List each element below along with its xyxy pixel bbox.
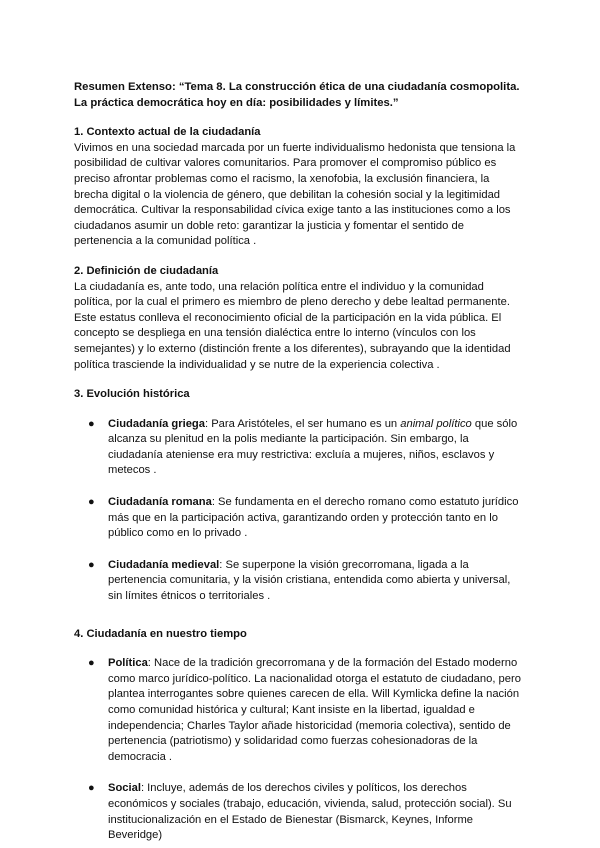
section-context (74, 125, 524, 250)
bullet-icon: ● (88, 782, 95, 795)
list-item (74, 417, 524, 479)
bullet-list (74, 656, 524, 844)
section-heading: 2. Definición de ciudadanía (74, 264, 219, 277)
bullet-text: : Se fundamenta en el derecho romano como estatuto jurídico más que en la participación activa, garantizando orden y protección tanto en lo público como en lo privado . (108, 496, 519, 540)
list-item (74, 495, 524, 542)
bullet-text: : Incluye, además de los derechos civiles y políticos, los derechos económicos y sociales (trabajo, educación, vivienda, salud, protección social). Su institucionalización en el Estado de Bienestar (Bismarck, Keynes, Informe Beveridge) (108, 782, 512, 842)
section-heading: 1. Contexto actual de la ciudadanía (74, 126, 261, 139)
bullet-list (74, 417, 524, 605)
list-item (74, 656, 524, 765)
bullet-term: Política (108, 657, 148, 670)
bullet-term: Ciudadanía medieval (108, 558, 220, 571)
list-item (74, 558, 524, 605)
bullet-icon: ● (88, 496, 95, 509)
section-paragraph: La ciudadanía es, ante todo, una relación política entre el individuo y la comunidad política, por la cual el primero es miembro de pleno derecho y debe lealtad permanente. Este estatus conlleva el reconocimiento oficial de la participación en la vida pública. El concepto se despliega en una tensión dialéctica entre lo interno (vínculos con los semejantes) y lo externo (distinción frente a los diferentes), subrayando que la identidad política trasciende la individualidad y se nutre de la experiencia colectiva . (74, 280, 511, 371)
section-current (74, 627, 524, 844)
section-definition (74, 264, 524, 373)
bullet-text: que sólo alcanza su plenitud en la polis mediante la participación. Sin embargo, la ciudadanía ateniense era muy restrictiva: excluía a mujeres, niños, esclavos y metecos . (108, 417, 518, 477)
bullet-term: Ciudadanía romana (108, 496, 212, 509)
bullet-term: Ciudadanía griega (108, 417, 205, 430)
bullet-italic: animal político (400, 417, 472, 430)
bullet-text: : Nace de la tradición grecorromana y de la formación del Estado moderno como marco jurídico-político. La nacionalidad otorga el estatuto de ciudadano, pero plantea interrogantes sobre quienes carecen de ella. Will Kymlicka define la nación como comunidad histórica y cultural; Kant insiste en la libertad, igualdad e independencia; Charles Taylor añade historicidad (memoria colectiva), sentido de pertenencia (patriotismo) y solidaridad como fuerzas cohesionadoras de la democracia . (108, 657, 521, 763)
bullet-term: Social (108, 782, 141, 795)
list-item (74, 781, 524, 843)
bullet-text: : Para Aristóteles, el ser humano es un (204, 417, 401, 430)
bullet-icon: ● (88, 558, 95, 571)
document-title: Resumen Extenso: “Tema 8. La construcción ética de una ciudadanía cosmopolita. La práctica democrática hoy en día: posibilidades y límites.” (74, 81, 520, 109)
section-history (74, 387, 524, 605)
section-paragraph: Vivimos en una sociedad marcada por un fuerte individualismo hedonista que tensiona la posibilidad de cultivar valores comunitarios. Para promover el compromiso público es preciso afrontar problemas como el racismo, la xenofobia, la exclusión financiera, la brecha digital o la violencia de género, que debilitan la cohesión social y la legitimidad democrática. Cultivar la responsabilidad cívica exige tanto a las instituciones como a los ciudadanos asumir un doble reto: garantizar la justicia y fomentar el sentido de pertenencia a la comunidad política . (74, 141, 516, 248)
bullet-text: : Se superpone la visión grecorromana, ligada a la pertenencia comunitaria, y la visión cristiana, entendida como abierta y universal, sin límites étnicos o territoriales . (108, 558, 511, 603)
section-heading: 4. Ciudadanía en nuestro tiempo (74, 627, 247, 640)
bullet-icon: ● (88, 417, 95, 430)
bullet-icon: ● (88, 657, 95, 670)
section-heading: 3. Evolución histórica (74, 388, 190, 401)
